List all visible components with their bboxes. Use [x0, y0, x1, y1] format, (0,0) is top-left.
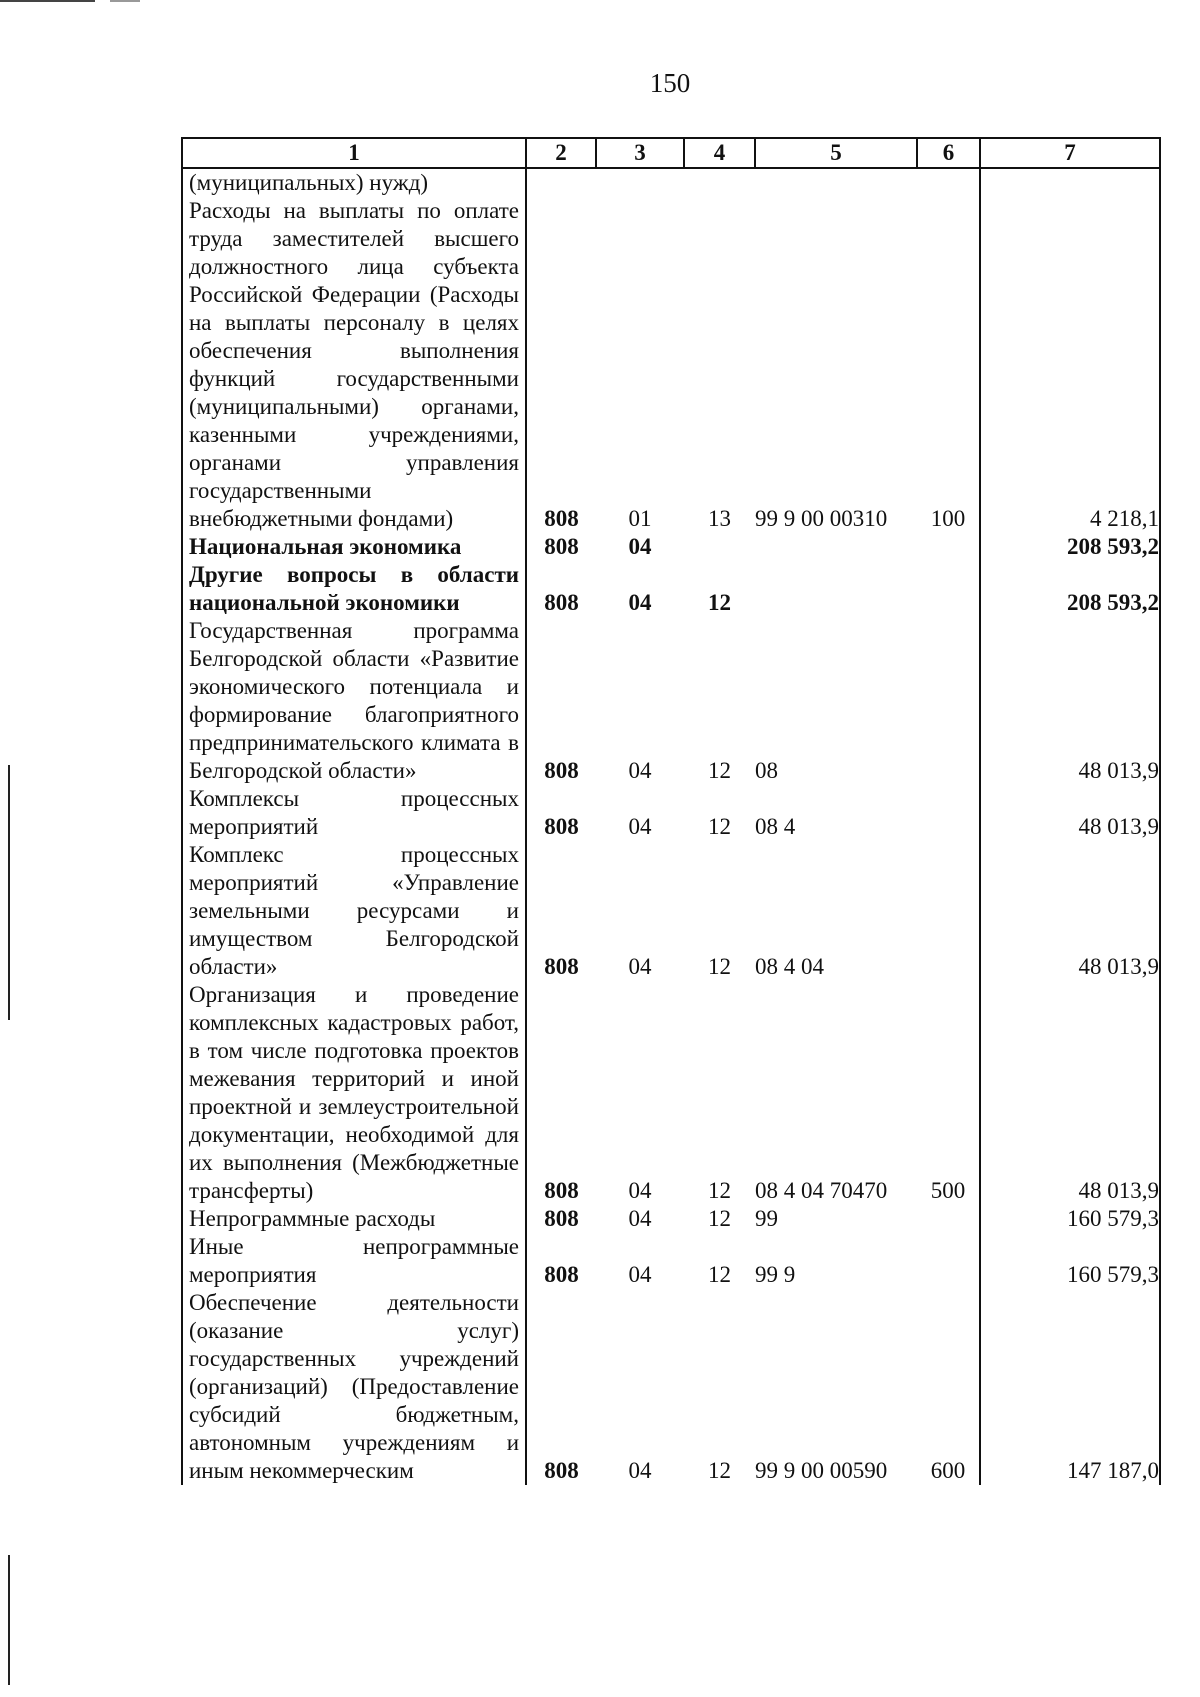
- column-3-value: 04: [628, 590, 652, 615]
- column-4-value: 12: [708, 814, 731, 839]
- column-5-value: 08 4 04 70470: [755, 1178, 888, 1203]
- column-5-value: 99: [755, 1206, 778, 1231]
- column-6-value: [917, 561, 980, 617]
- column-2-value: 808: [544, 506, 579, 531]
- table-row: [182, 1205, 1160, 1233]
- column-4-value: [684, 168, 755, 197]
- column-6-value: [917, 841, 980, 981]
- table-row: [182, 617, 1160, 785]
- column-4-value: 12: [708, 1178, 731, 1203]
- column-2-value: 808: [544, 814, 579, 839]
- table-header-row: [182, 138, 1160, 168]
- scan-margin-line: [8, 765, 10, 1020]
- row-name: Другие вопросы в области национальной экономики: [182, 561, 526, 617]
- column-2-value: 808: [544, 1458, 579, 1483]
- column-5-value: 08 4: [755, 814, 796, 839]
- scan-edge-line: [110, 0, 140, 2]
- row-name: Непрограммные расходы: [182, 1205, 526, 1233]
- column-3-value: 01: [628, 506, 652, 531]
- table-row: [182, 561, 1160, 617]
- column-header: 5: [755, 138, 917, 168]
- column-7-value: 48 013,9: [980, 981, 1160, 1205]
- column-7-value: 160 579,3: [980, 1205, 1160, 1233]
- column-header: 7: [980, 138, 1160, 168]
- column-4-value: 12: [708, 1262, 731, 1287]
- column-2-value: 808: [544, 590, 579, 615]
- column-4-value: [684, 533, 755, 561]
- table-body: [182, 168, 1160, 1485]
- column-5-value: [755, 533, 917, 561]
- column-5-value: 08 4 04: [755, 954, 824, 979]
- column-7-value: 48 013,9: [980, 841, 1160, 981]
- table-row: [182, 1289, 1160, 1485]
- column-4-value: 13: [708, 506, 731, 531]
- column-3-value: 04: [628, 954, 652, 979]
- row-name: Национальная экономика: [182, 533, 526, 561]
- column-3-value: 04: [628, 814, 652, 839]
- column-7-value: 160 579,3: [980, 1233, 1160, 1289]
- column-3-value: 04: [628, 758, 652, 783]
- column-6-value: 600: [930, 1458, 966, 1483]
- column-3-value: 04: [628, 534, 652, 559]
- table-row: [182, 785, 1160, 841]
- column-5-value: 08: [755, 758, 778, 783]
- budget-table: [181, 137, 1161, 1485]
- column-4-value: 12: [708, 1458, 731, 1483]
- column-6-value: [917, 533, 980, 561]
- column-7-value: 4 218,1: [980, 197, 1160, 533]
- table-row: [182, 168, 1160, 197]
- column-6-value: [917, 1233, 980, 1289]
- table-row: [182, 981, 1160, 1205]
- column-5-value: [755, 168, 917, 197]
- column-6-value: [917, 168, 980, 197]
- row-name: Расходы на выплаты по оплате труда заместителей высшего должностного лица субъекта Российской Федерации (Расходы на выплаты персоналу в целях обеспечения выполнения функций государственными (муниципальными) органами, казенными учреждениями, органами управления государственными внебюджетными фондами): [182, 197, 526, 533]
- table-row: [182, 197, 1160, 533]
- column-5-value: [755, 561, 917, 617]
- column-5-value: 99 9 00 00590: [755, 1458, 888, 1483]
- column-7-value: 48 013,9: [980, 617, 1160, 785]
- column-2-value: 808: [544, 534, 579, 559]
- column-3-value: 04: [628, 1458, 652, 1483]
- column-header: 6: [917, 138, 980, 168]
- column-header: 2: [526, 138, 596, 168]
- page-number: 150: [649, 68, 691, 98]
- column-4-value: 12: [708, 1206, 731, 1231]
- column-7-value: 48 013,9: [980, 785, 1160, 841]
- column-2-value: 808: [544, 1178, 579, 1203]
- row-name: Государственная программа Белгородской области «Развитие экономического потенциала и формирование благоприятного предпринимательского климата в Белгородской области»: [182, 617, 526, 785]
- column-3-value: 04: [628, 1262, 652, 1287]
- column-2-value: 808: [544, 1262, 579, 1287]
- row-name: (муниципальных) нужд): [182, 168, 526, 197]
- column-3-value: 04: [628, 1178, 652, 1203]
- column-6-value: [917, 1205, 980, 1233]
- table-row: [182, 1233, 1160, 1289]
- column-7-value: [980, 168, 1160, 197]
- table-row: [182, 841, 1160, 981]
- column-4-value: 12: [708, 590, 731, 615]
- column-header: 4: [684, 138, 755, 168]
- column-7-value: 208 593,2: [980, 561, 1160, 617]
- column-header: 3: [596, 138, 684, 168]
- row-name: Организация и проведение комплексных кадастровых работ, в том числе подготовка проектов межевания территорий и иной проектной и землеустроительной документации, необходимой для их выполнения (Межбюджетные трансферты): [182, 981, 526, 1205]
- column-2-value: 808: [544, 758, 579, 783]
- column-4-value: 12: [708, 758, 731, 783]
- scan-edge-line: [0, 0, 95, 2]
- column-5-value: 99 9: [755, 1262, 796, 1287]
- column-2-value: 808: [544, 954, 579, 979]
- column-6-value: 100: [930, 506, 966, 531]
- column-6-value: [917, 785, 980, 841]
- column-3-value: [596, 168, 684, 197]
- scan-margin-line: [8, 1555, 10, 1685]
- column-7-value: 147 187,0: [980, 1289, 1160, 1485]
- column-7-value: 208 593,2: [980, 533, 1160, 561]
- row-name: Комплексы процессных мероприятий: [182, 785, 526, 841]
- column-4-value: 12: [708, 954, 731, 979]
- column-3-value: 04: [628, 1206, 652, 1231]
- table-row: [182, 533, 1160, 561]
- column-6-value: [917, 617, 980, 785]
- column-6-value: 500: [930, 1178, 966, 1203]
- column-header: 1: [182, 138, 526, 168]
- row-name: Обеспечение деятельности (оказание услуг) государственных учреждений (организаций) (Предоставление субсидий бюджетным, автономным учреждениям и иным некоммерческим: [182, 1289, 526, 1485]
- column-2-value: [526, 168, 596, 197]
- row-name: Иные непрограммные мероприятия: [182, 1233, 526, 1289]
- column-2-value: 808: [544, 1206, 579, 1231]
- column-5-value: 99 9 00 00310: [755, 506, 888, 531]
- row-name: Комплекс процессных мероприятий «Управление земельными ресурсами и имуществом Белгородской области»: [182, 841, 526, 981]
